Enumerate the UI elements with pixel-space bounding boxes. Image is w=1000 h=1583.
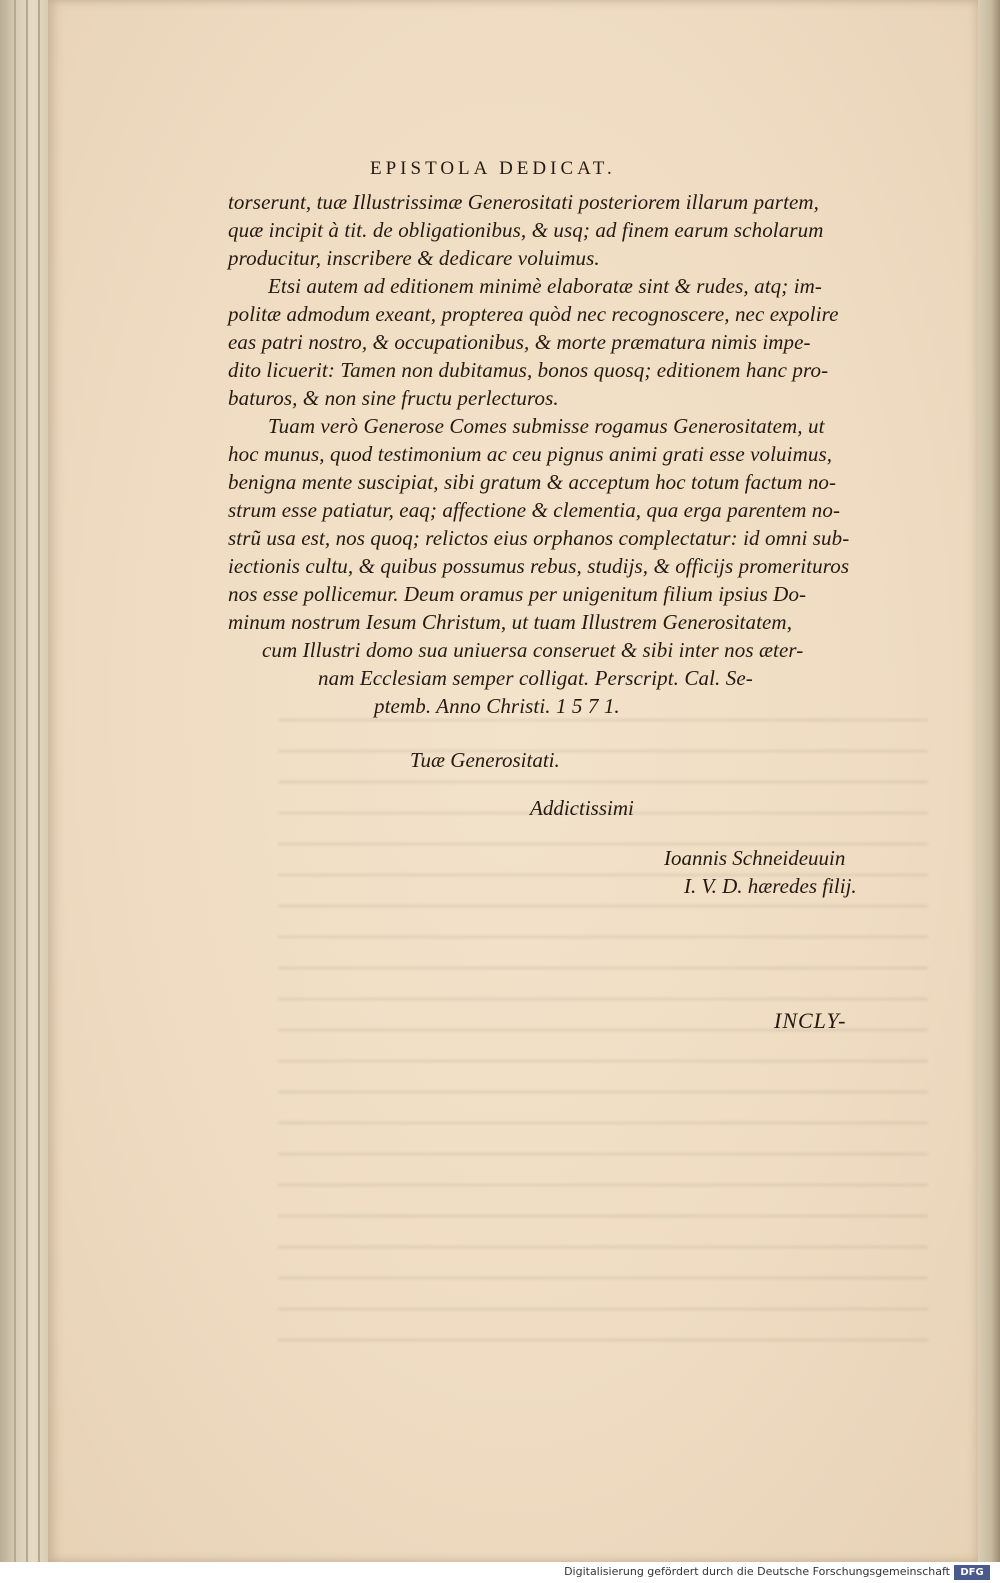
book-left-edge bbox=[0, 0, 49, 1562]
text-line: strũ usa est, nos quoq; relictos eius orphanos complectatur: id omni sub- bbox=[228, 526, 850, 550]
signature-name: Ioannis Schneideuuin bbox=[664, 846, 846, 870]
book-right-edge bbox=[978, 0, 1000, 1562]
text-line: politæ admodum exeant, propterea quòd nec recognoscere, nec expolire bbox=[228, 302, 839, 326]
closing-addictissimi: Addictissimi bbox=[530, 796, 634, 820]
running-head: EPISTOLA DEDICAT. bbox=[370, 158, 616, 179]
text-line: strum esse patiatur, eaq; affectione & clementia, qua erga parentem no- bbox=[228, 498, 841, 522]
funding-note: Digitalisierung gefördert durch die Deutsche Forschungsgemeinschaft bbox=[564, 1565, 950, 1578]
text-line: producitur, inscribere & dedicare voluimus. bbox=[228, 246, 600, 270]
text-line: ptemb. Anno Christi. 1 5 7 1. bbox=[374, 694, 620, 718]
page-edge-line bbox=[38, 0, 40, 1562]
text-line: nos esse pollicemur. Deum oramus per unigenitum filium ipsius Do- bbox=[228, 582, 807, 606]
text-line: baturos, & non sine fructu perlecturos. bbox=[228, 386, 559, 410]
text-line: eas patri nostro, & occupationibus, & morte præmatura nimis impe- bbox=[228, 330, 811, 354]
closing-salutation: Tuæ Generositati. bbox=[410, 748, 560, 772]
text-line: Etsi autem ad editionem minimè elaboratæ sint & rudes, atq; im- bbox=[268, 274, 823, 298]
text-line: benigna mente suscipiat, sibi gratum & acceptum hoc totum factum no- bbox=[228, 470, 837, 494]
text-line: quæ incipit à tit. de obligationibus, & usq; ad finem earum scholarum bbox=[228, 218, 824, 242]
text-line: dito licuerit: Tamen non dubitamus, bonos quosq; editionem hanc pro- bbox=[228, 358, 829, 382]
dfg-logo: DFG bbox=[954, 1565, 990, 1580]
text-line: iectionis cultu, & quibus possumus rebus, studijs, & officijs promerituros bbox=[228, 554, 850, 578]
text-line: minum nostrum Iesum Christum, ut tuam Illustrem Generositatem, bbox=[228, 610, 793, 634]
page-edge-line bbox=[26, 0, 28, 1562]
footer-bar bbox=[0, 1562, 1000, 1583]
text-line: torserunt, tuæ Illustrissimæ Generositati posteriorem illarum partem, bbox=[228, 190, 820, 214]
text-line: hoc munus, quod testimonium ac ceu pignus animi grati esse voluimus, bbox=[228, 442, 833, 466]
text-line: nam Ecclesiam semper colligat. Perscript. Cal. Se- bbox=[318, 666, 753, 690]
signature-title: I. V. D. hæredes filij. bbox=[684, 874, 857, 898]
text-line: Tuam verò Generose Comes submisse rogamus Generositatem, ut bbox=[268, 414, 825, 438]
page-edge-line bbox=[14, 0, 16, 1562]
text-line: cum Illustri domo sua uniuersa conseruet & sibi inter nos æter- bbox=[262, 638, 804, 662]
catchword: INCLY- bbox=[774, 1008, 847, 1033]
